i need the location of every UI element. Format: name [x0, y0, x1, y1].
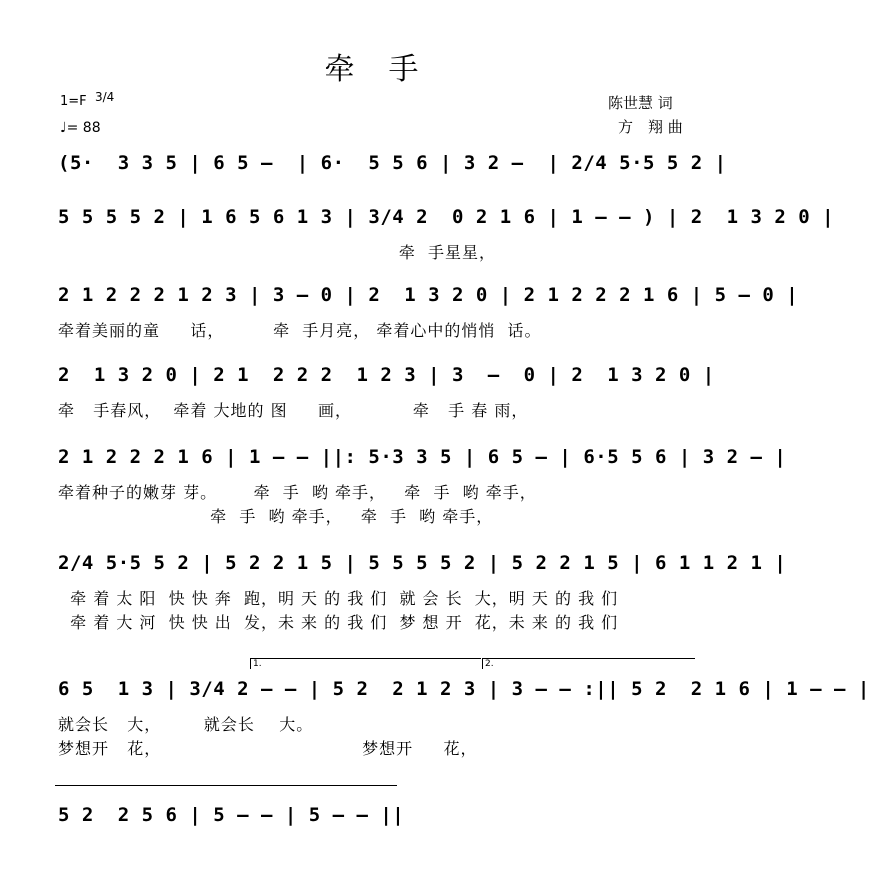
lyrics-verse-2: 牵 着 大 河 快 快 出 发，未 来 的 我 们 梦 想 开 花，未 来 的 我 们: [58, 613, 619, 632]
composer-credit: 方 翔 曲: [618, 118, 683, 136]
notation: 2 1 2 2 2 1 2 3 | 3 – 0 | 2 1 3 2 0 | 2 1 2 2 2 1 6 | 5 – 0 |: [58, 284, 799, 306]
notation: (5· 3 3 5 | 6 5 – | 6· 5 5 6 | 3 2 – | 2/4 5·5 5 2 |: [58, 152, 727, 174]
score-line-6: [0, 552, 787, 632]
lyrics-verse-1: 牵 着 太 阳 快 快 奔 跑，明 天 的 我 们 就 会 长 大，明 天 的 我 们: [58, 589, 619, 608]
second-ending-bracket: [482, 658, 695, 669]
lyricist-credit: 陈世慧 词: [608, 94, 673, 112]
notation: 5 2 2 5 6 | 5 – – | 5 – – ||: [58, 804, 405, 826]
score-line-7: [0, 678, 870, 758]
song-title: 牵 手: [324, 52, 421, 87]
second-ending-label: 2.: [485, 659, 494, 669]
score-line-8: [0, 804, 745, 874]
lyrics-verse-1: 就会长 大， 就会长 大。: [58, 715, 314, 734]
notation: 5 5 5 5 2 | 1 6 5 6 1 3 | 3/4 2 0 2 1 6 | 1 – – ) | 2 1 3 2 0 |: [58, 206, 835, 228]
score-line-4: [0, 364, 745, 434]
lyrics-verse-1: 牵着种子的嫩芽 芽。 牵 手 哟 牵手， 牵 手 哟 牵手，: [58, 483, 537, 502]
tempo-marking: ♩= 88: [60, 120, 101, 136]
lyrics-verse-1: 牵 手春风， 牵着 大地的 图 画， 牵 手 春 雨，: [58, 401, 529, 420]
continuation-bracket: [55, 785, 397, 786]
score-line-3: [0, 284, 799, 354]
notation: 2 1 3 2 0 | 2 1 2 2 2 1 2 3 | 3 – 0 | 2 1 3 2 0 |: [58, 364, 715, 386]
score-line-5: [0, 446, 787, 526]
lyrics-verse-2: 牵 手 哟 牵手， 牵 手 哟 牵手，: [58, 507, 494, 526]
lyrics-verse-2: 梦想开 花， 梦想开 花，: [58, 739, 478, 758]
score-line-2: [0, 206, 835, 276]
lyrics-verse-1: 牵着美丽的童 话， 牵 手月亮， 牵着心中的悄悄 话。: [58, 321, 542, 340]
first-ending-bracket: [250, 658, 481, 669]
first-ending-label: 1.: [253, 659, 262, 669]
time-signature: 3/4: [95, 90, 115, 104]
lyrics-verse-1: 牵 手星星，: [58, 243, 496, 262]
notation: 6 5 1 3 | 3/4 2 – – | 5 2 2 1 2 3 | 3 – – :|| 5 2 2 1 6 | 1 – – |: [58, 678, 870, 700]
notation: 2 1 2 2 2 1 6 | 1 – – ||: 5·3 3 5 | 6 5 – | 6·5 5 6 | 3 2 – |: [58, 446, 787, 468]
key-signature: 1=F: [60, 94, 87, 109]
notation: 2/4 5·5 5 2 | 5 2 2 1 5 | 5 5 5 5 2 | 5 2 2 1 5 | 6 1 1 2 1 |: [58, 552, 787, 574]
